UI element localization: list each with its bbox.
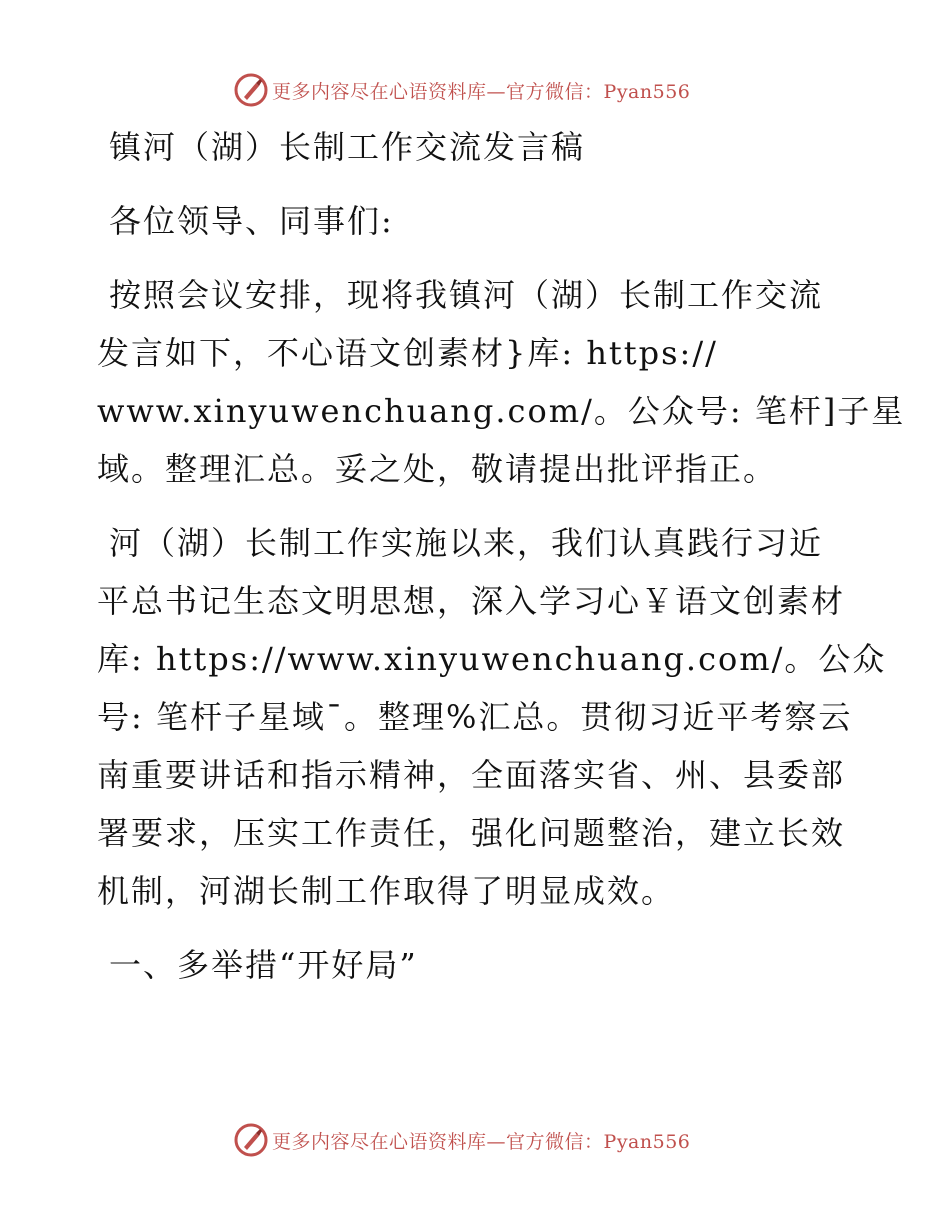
paragraph-line: 发言如下，不心语文创素材}库: https:// [97,334,718,372]
banner-contact-id: Pyan556 [603,1130,691,1153]
paragraph-line: 署要求，压实工作责任，强化问题整治，建立长效 [97,814,846,852]
paragraph-line: www.xinyuwenchuang.com/。公众号: 笔杆]子星 [97,392,906,430]
banner-main-text: 更多内容尽在心语资料库 [272,80,487,103]
banner-contact-id: Pyan556 [603,80,691,103]
document-body [97,118,906,994]
banner-contact-label: 官方微信： [506,1130,604,1153]
section-heading: 一、多举措“开好局” [109,946,418,984]
footer-banner [234,1120,690,1160]
paragraph-2 [97,514,887,920]
paragraph-line: 域。整理汇总。妥之处，敬请提出批评指正。 [97,450,778,488]
salutation: 各位领导、同事们: [109,202,394,240]
paragraph-line: 按照会议安排，现将我镇河（湖）长制工作交流 [109,276,824,314]
banner-contact-label: 官方微信： [506,80,604,103]
pen-logo-icon [234,73,268,107]
paragraph-line: 平总书记生态文明思想，深入学习心￥语文创素材 [97,582,846,620]
document-title: 镇河（湖）长制工作交流发言稿 [109,128,586,166]
paragraph-line: 河（湖）长制工作实施以来，我们认真践行习近 [109,524,824,562]
header-banner [234,70,690,110]
paragraph-line: 南重要讲话和指示精神，全面落实省、州、县委部 [97,756,846,794]
paragraph-1 [97,266,906,498]
pen-logo-icon [234,1123,268,1157]
paragraph-line: 机制，河湖长制工作取得了明显成效。 [97,872,676,910]
banner-main-text: 更多内容尽在心语资料库 [272,1130,487,1153]
paragraph-line: 号: 笔杆子星域¯。整理%汇总。贯彻习近平考察云 [97,698,853,736]
banner-separator: — [486,1130,507,1153]
banner-separator: — [486,80,507,103]
paragraph-line: 库: https://www.xinyuwenchuang.com/。公众 [97,640,887,678]
